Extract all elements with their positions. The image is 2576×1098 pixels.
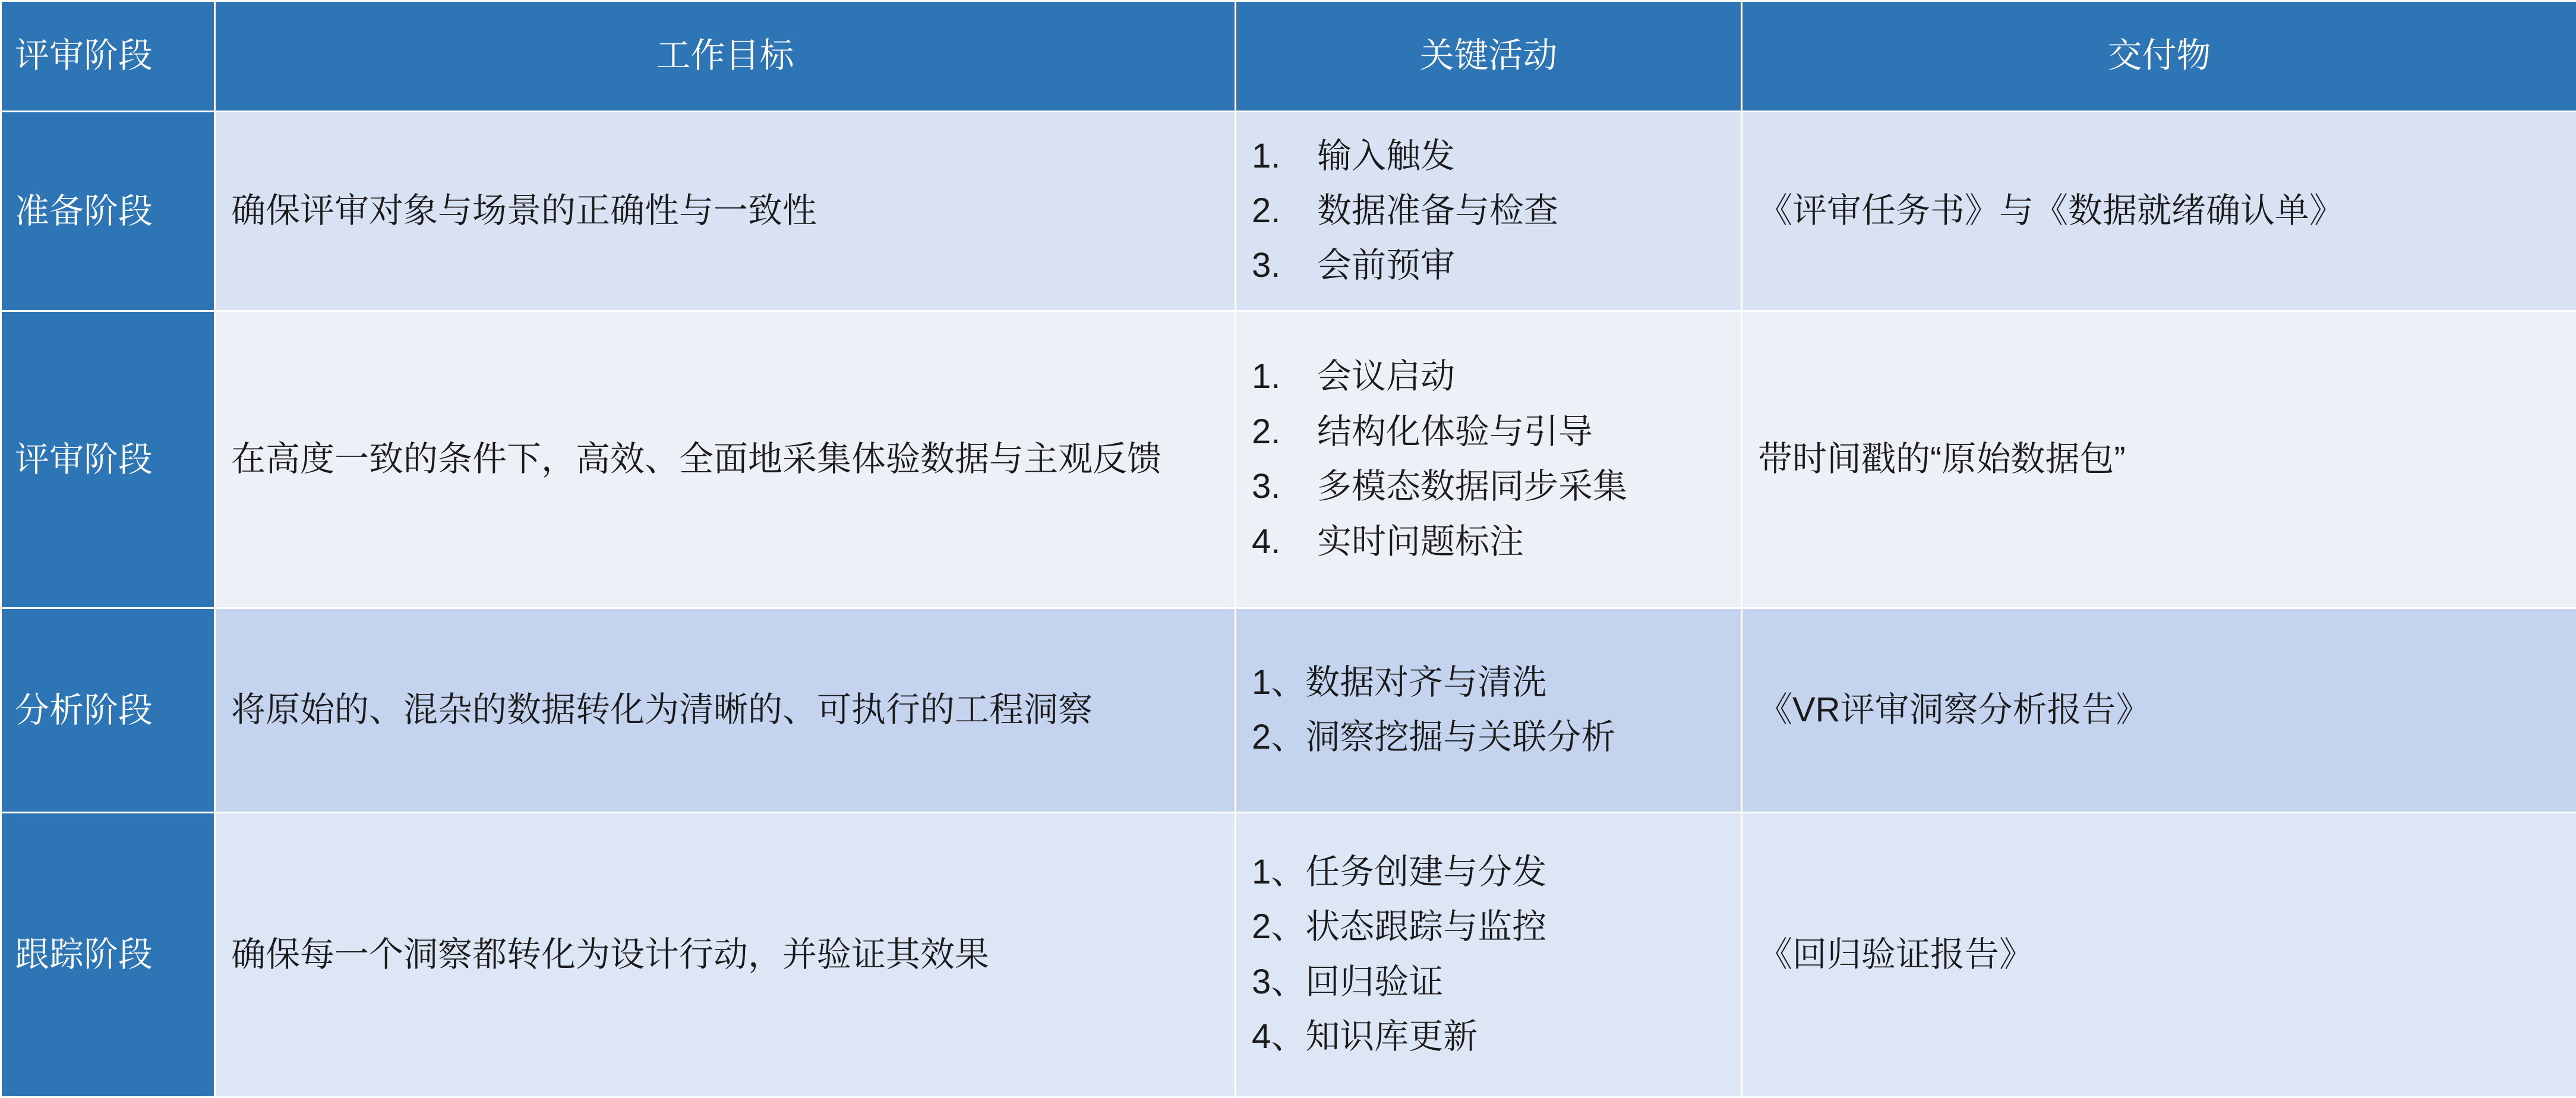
- list-marker: 2、: [1252, 907, 1306, 946]
- goal-text: 将原始的、混杂的数据转化为清晰的、可执行的工程洞察: [231, 690, 1093, 730]
- list-marker: 1、: [1252, 853, 1306, 892]
- list-item-label: 实时问题标注: [1317, 522, 1524, 561]
- deliverable-text: 带时间戳的“原始数据包”: [1758, 440, 2126, 479]
- list-item: [1252, 462, 1725, 511]
- column-header-activities: 关键活动: [1236, 1, 1742, 112]
- phase-label-review: 评审阶段: [1, 311, 215, 608]
- goal-text: 在高度一致的条件下，高效、全面地采集体验数据与主观反馈: [231, 440, 1162, 479]
- list-item-label: 数据对齐与清洗: [1305, 662, 1547, 702]
- list-item-label: 结构化体验与引导: [1317, 412, 1593, 451]
- list-item: [1252, 658, 1725, 707]
- list-marker: 2.: [1252, 191, 1281, 231]
- activities-tracking: [1236, 812, 1742, 1097]
- activity-list: [1252, 658, 1725, 762]
- list-item: [1252, 241, 1725, 290]
- column-header-phase: 评审阶段: [1, 1, 215, 112]
- table-row: [1, 812, 2576, 1097]
- list-marker: 1.: [1252, 357, 1281, 396]
- list-item: [1252, 1012, 1725, 1061]
- list-item-label: 数据准备与检查: [1317, 191, 1559, 231]
- goal-review: [215, 311, 1236, 608]
- list-item-label: 知识库更新: [1305, 1017, 1478, 1056]
- deliverable-text: 《回归验证报告》: [1758, 935, 2034, 974]
- deliverable-analysis: [1742, 608, 2576, 812]
- list-marker: 2、: [1252, 718, 1306, 757]
- list-item: [1252, 187, 1725, 235]
- table-body: [1, 112, 2576, 1097]
- list-item-label: 任务创建与分发: [1305, 853, 1547, 892]
- list-marker: 1.: [1252, 136, 1281, 175]
- list-item-label: 输入触发: [1317, 136, 1456, 175]
- deliverable-preparation: [1742, 112, 2576, 311]
- list-marker: 3.: [1252, 246, 1281, 285]
- activity-list: [1252, 132, 1725, 291]
- phase-label-tracking: 跟踪阶段: [1, 812, 215, 1097]
- list-item: [1252, 903, 1725, 951]
- table-header: [1, 1, 2576, 112]
- phase-label-analysis: 分析阶段: [1, 608, 215, 812]
- table-row: [1, 112, 2576, 311]
- table-row: [1, 608, 2576, 812]
- list-item-label: 多模态数据同步采集: [1317, 467, 1628, 506]
- list-item: [1252, 958, 1725, 1006]
- goal-tracking: [215, 812, 1236, 1097]
- table-header-row: [1, 1, 2576, 112]
- list-item-label: 状态跟踪与监控: [1305, 907, 1547, 946]
- list-item-label: 洞察挖掘与关联分析: [1305, 718, 1616, 757]
- activity-list: [1252, 848, 1725, 1061]
- list-item-label: 会前预审: [1317, 246, 1456, 285]
- activities-preparation: [1236, 112, 1742, 311]
- list-marker: 4.: [1252, 522, 1281, 561]
- activities-analysis: [1236, 608, 1742, 812]
- deliverable-tracking: [1742, 812, 2576, 1097]
- list-item-label: 会议启动: [1317, 357, 1456, 396]
- list-item: [1252, 713, 1725, 762]
- goal-text: 确保每一个洞察都转化为设计行动，并验证其效果: [231, 935, 990, 974]
- list-marker: 4、: [1252, 1017, 1306, 1056]
- goal-text: 确保评审对象与场景的正确性与一致性: [231, 191, 817, 231]
- column-header-goal: 工作目标: [215, 1, 1236, 112]
- list-marker: 2.: [1252, 412, 1281, 451]
- phase-label-preparation: 准备阶段: [1, 112, 215, 311]
- goal-preparation: [215, 112, 1236, 311]
- goal-analysis: [215, 608, 1236, 812]
- deliverable-text: 《VR评审洞察分析报告》: [1758, 690, 2151, 730]
- list-item: [1252, 132, 1725, 181]
- table-row: [1, 311, 2576, 608]
- list-item: [1252, 408, 1725, 456]
- list-marker: 3.: [1252, 467, 1281, 506]
- column-header-deliverable: 交付物: [1742, 1, 2576, 112]
- list-item: [1252, 352, 1725, 401]
- list-marker: 3、: [1252, 962, 1306, 1001]
- activities-review: [1236, 311, 1742, 608]
- list-marker: 1、: [1252, 662, 1306, 702]
- activity-list: [1252, 352, 1725, 566]
- list-item: [1252, 848, 1725, 897]
- list-item-label: 回归验证: [1305, 962, 1444, 1001]
- deliverable-text: 《评审任务书》与《数据就绪确认单》: [1758, 191, 2344, 231]
- deliverable-review: [1742, 311, 2576, 608]
- list-item: [1252, 518, 1725, 566]
